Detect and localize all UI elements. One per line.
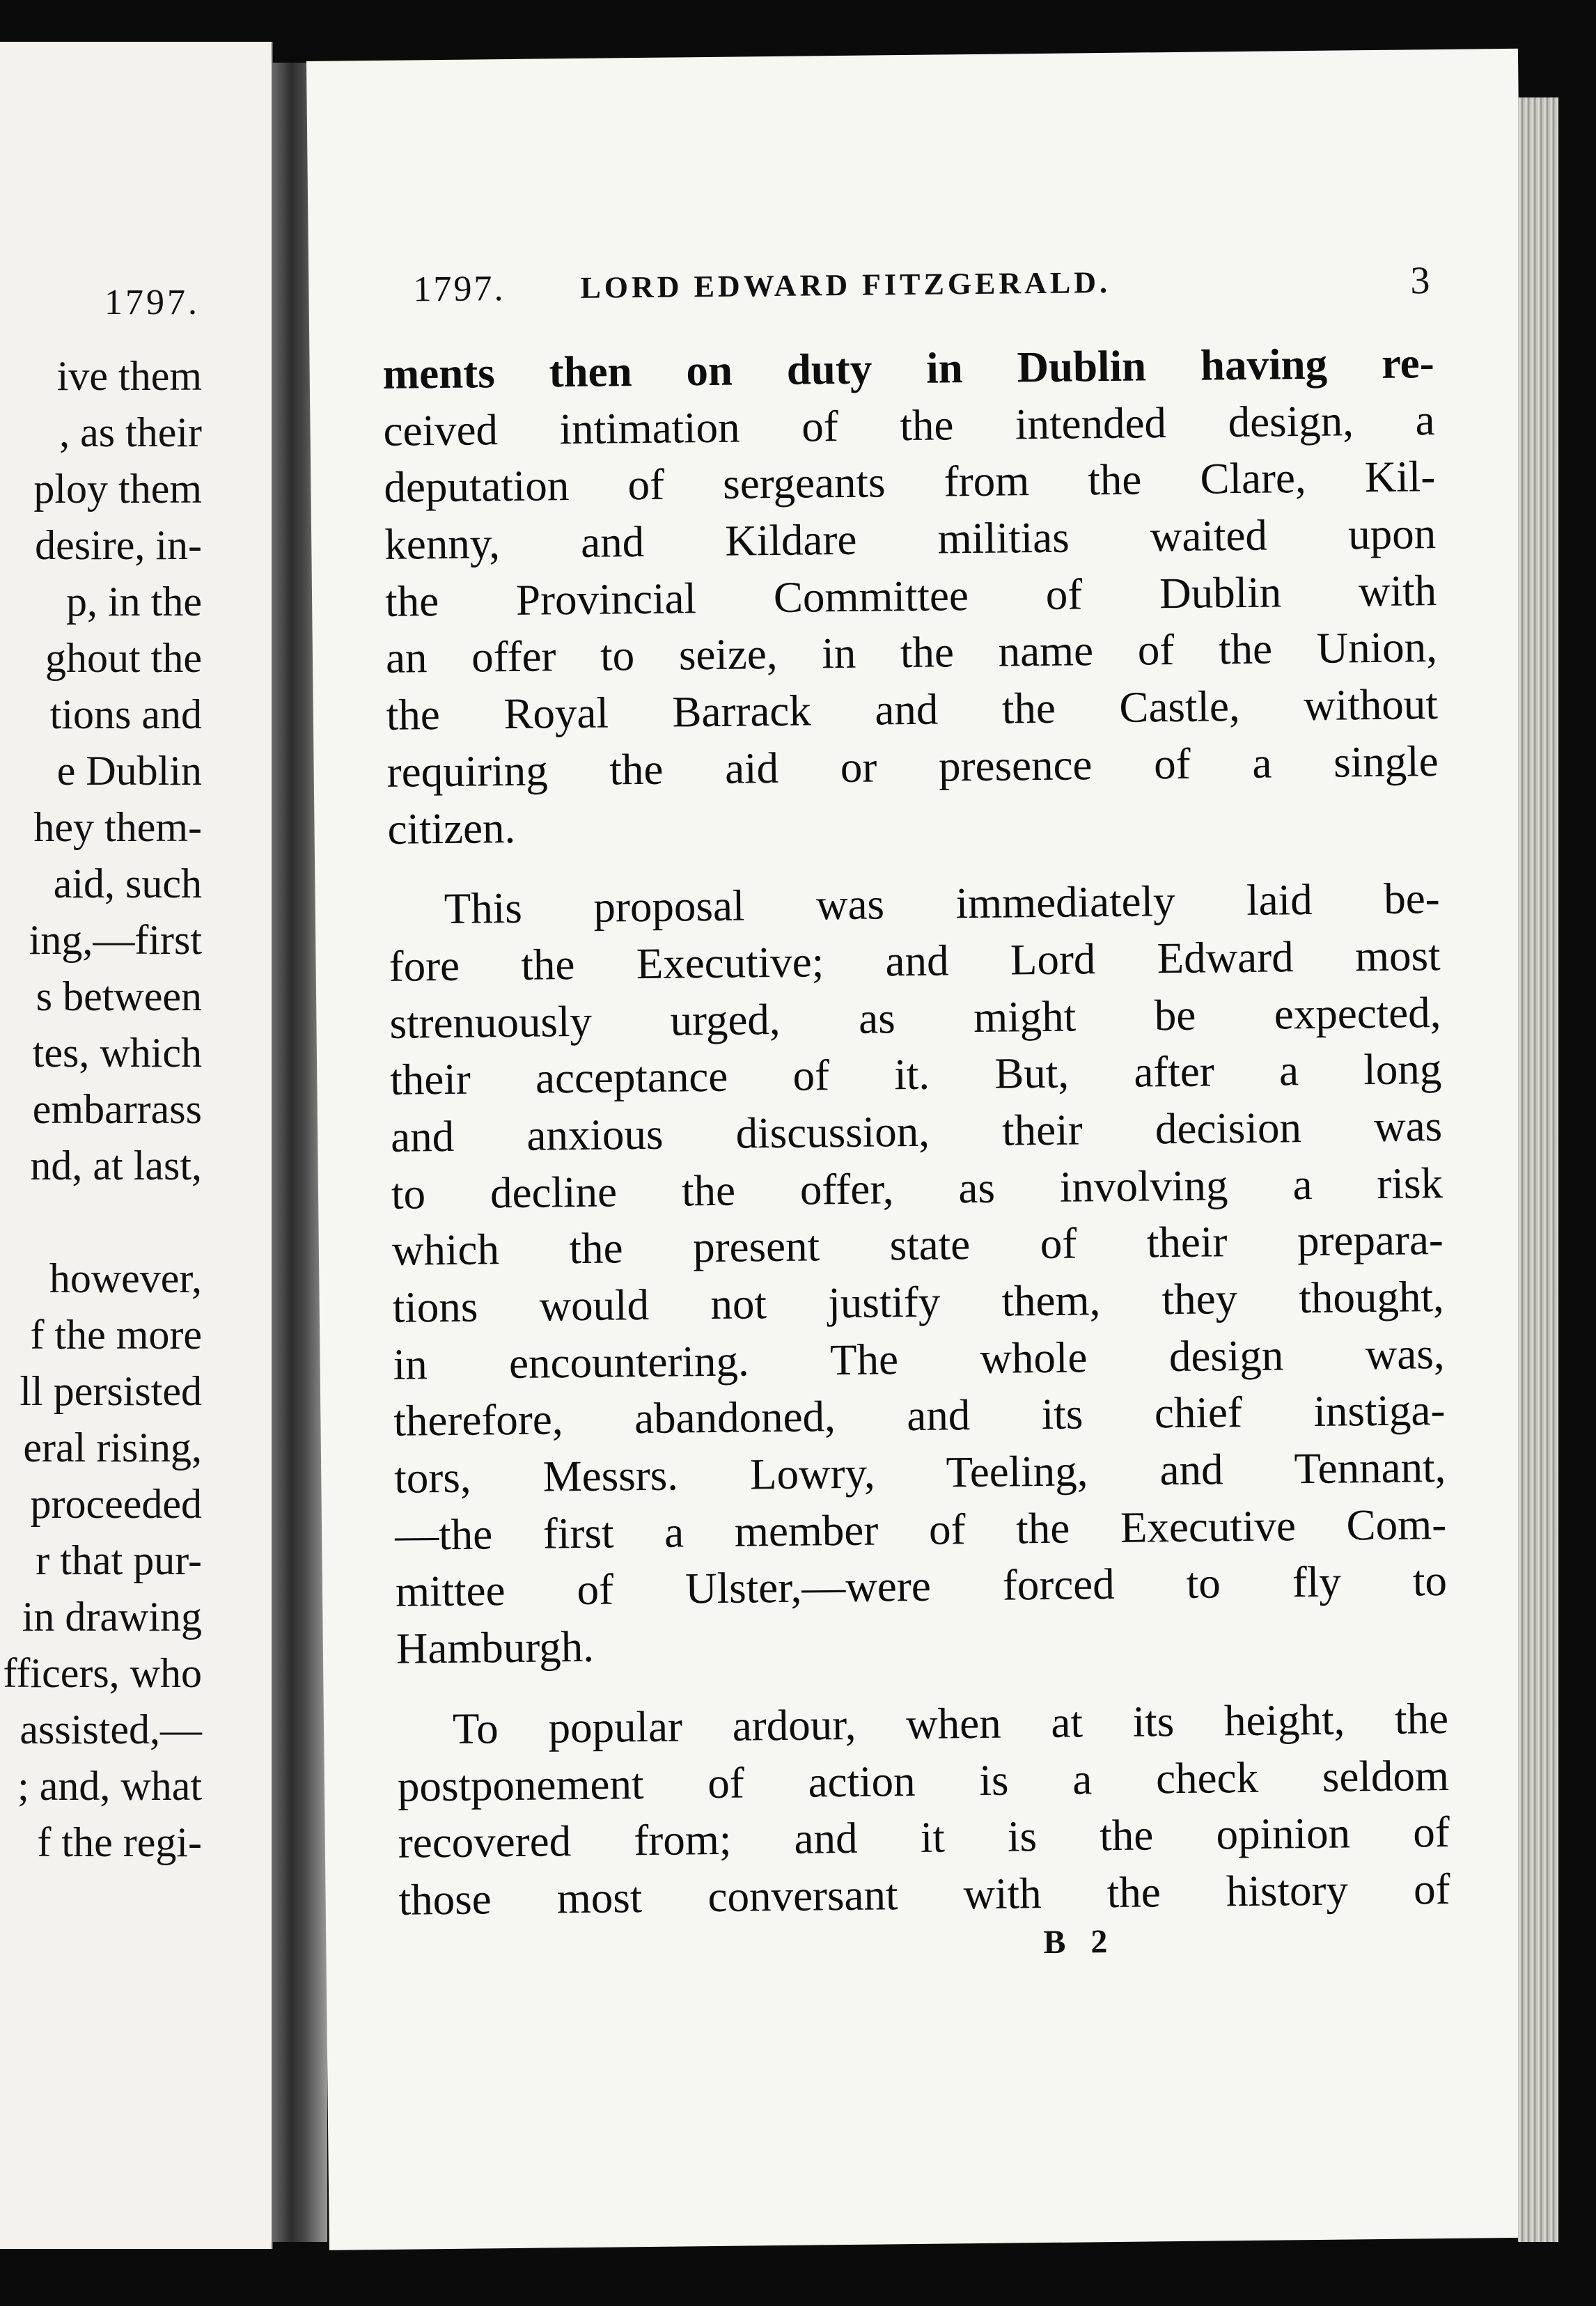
- text-line: to decline the offer, as involving a risk: [391, 1158, 1444, 1218]
- left-page: [0, 42, 273, 2249]
- left-line: f the regi-: [37, 1819, 202, 1865]
- page-number: 3: [1410, 259, 1430, 303]
- left-line: ive them: [56, 353, 202, 399]
- left-line: r that pur-: [36, 1537, 202, 1583]
- scan-border: [0, 2254, 1596, 2306]
- text-line: fore the Executive; and Lord Edward most: [389, 930, 1441, 991]
- text-line: strenuously urged, as might be expected,: [389, 987, 1441, 1048]
- left-line: f the more: [30, 1312, 202, 1358]
- left-line: s between: [36, 973, 202, 1019]
- right-page: [306, 49, 1541, 2250]
- left-line: however,: [49, 1255, 202, 1301]
- text-line: This proposal was immediately laid be-: [444, 874, 1441, 934]
- text-line: therefore, abandoned, and its chief instiga-: [393, 1386, 1446, 1446]
- left-line: assisted,—: [19, 1707, 202, 1752]
- left-line: nd, at last,: [30, 1143, 202, 1189]
- left-line: ll persisted: [19, 1368, 202, 1414]
- left-line: , as their: [59, 409, 202, 455]
- left-page-text: [0, 348, 202, 1871]
- signature-mark: B 2: [1043, 1922, 1116, 1961]
- text-line: deputation of sergeants from the Clare, Kil-: [384, 452, 1436, 512]
- running-head-title: LORD EDWARD FITZGERALD.: [580, 265, 1111, 305]
- left-line: ghout the: [45, 635, 202, 681]
- text-line: kenny, and Kildare militias waited upon: [384, 509, 1437, 569]
- text-line: recovered from; and it is the opinion of: [398, 1807, 1450, 1867]
- text-line: in encountering. The whole design was,: [393, 1328, 1445, 1389]
- text-line: their acceptance of it. But, after a long: [389, 1044, 1442, 1105]
- left-line: desire, in-: [35, 522, 202, 568]
- left-line: p, in the: [66, 579, 202, 625]
- text-line: an offer to seize, in the name of the Union,: [385, 622, 1438, 683]
- text-line: To popular ardour, when at its height, the: [452, 1693, 1449, 1753]
- paragraph: [388, 870, 1448, 1677]
- text-line: those most conversant with the history of: [398, 1864, 1450, 1924]
- text-line: ceived intimation of the intended design, a: [383, 395, 1435, 455]
- left-line: aid, such: [53, 861, 202, 907]
- text-line: ments then on duty in Dublin having re-: [382, 338, 1434, 398]
- left-line: ing,—first: [29, 917, 202, 963]
- text-line: and anxious discussion, their decision was: [390, 1101, 1443, 1161]
- text-line: which the present state of their prepara-: [391, 1215, 1444, 1276]
- running-head-year: 1797.: [413, 269, 506, 310]
- page-edges: [1518, 97, 1558, 2242]
- running-head: [413, 258, 1430, 331]
- left-line: proceeded: [30, 1481, 202, 1527]
- left-line: hey them-: [33, 804, 202, 850]
- page-body: [382, 335, 1450, 1929]
- paragraph: [382, 335, 1439, 858]
- left-line: ploy them: [33, 466, 202, 512]
- left-line: eral rising,: [23, 1425, 202, 1470]
- left-line: [0, 1194, 202, 1250]
- text-line: mittee of Ulster,—were forced to fly to: [395, 1556, 1448, 1617]
- text-line: citizen.: [387, 803, 516, 854]
- text-line: the Royal Barrack and the Castle, without: [386, 680, 1439, 739]
- text-line: requiring the aid or presence of a single: [386, 736, 1439, 797]
- left-page-year: 1797.: [104, 283, 200, 322]
- text-line: tions would not justify them, they thought,: [392, 1271, 1445, 1332]
- paragraph: [397, 1691, 1450, 1929]
- text-line: tors, Messrs. Lowry, Teeling, and Tennant,: [393, 1443, 1446, 1503]
- left-line: e Dublin: [56, 748, 202, 794]
- left-line: ; and, what: [17, 1763, 202, 1809]
- left-line: tes, which: [32, 1030, 202, 1076]
- left-line: in drawing: [22, 1594, 202, 1640]
- text-line: Hamburgh.: [396, 1622, 595, 1673]
- text-line: postponement of action is a check seldom: [397, 1750, 1450, 1811]
- text-line: —the first a member of the Executive Com-: [394, 1499, 1447, 1560]
- text-line: the Provincial Committee of Dublin with: [384, 565, 1437, 626]
- left-line: tions and: [49, 691, 202, 737]
- left-line: embarrass: [32, 1086, 202, 1132]
- left-line: fficers, who: [3, 1650, 202, 1696]
